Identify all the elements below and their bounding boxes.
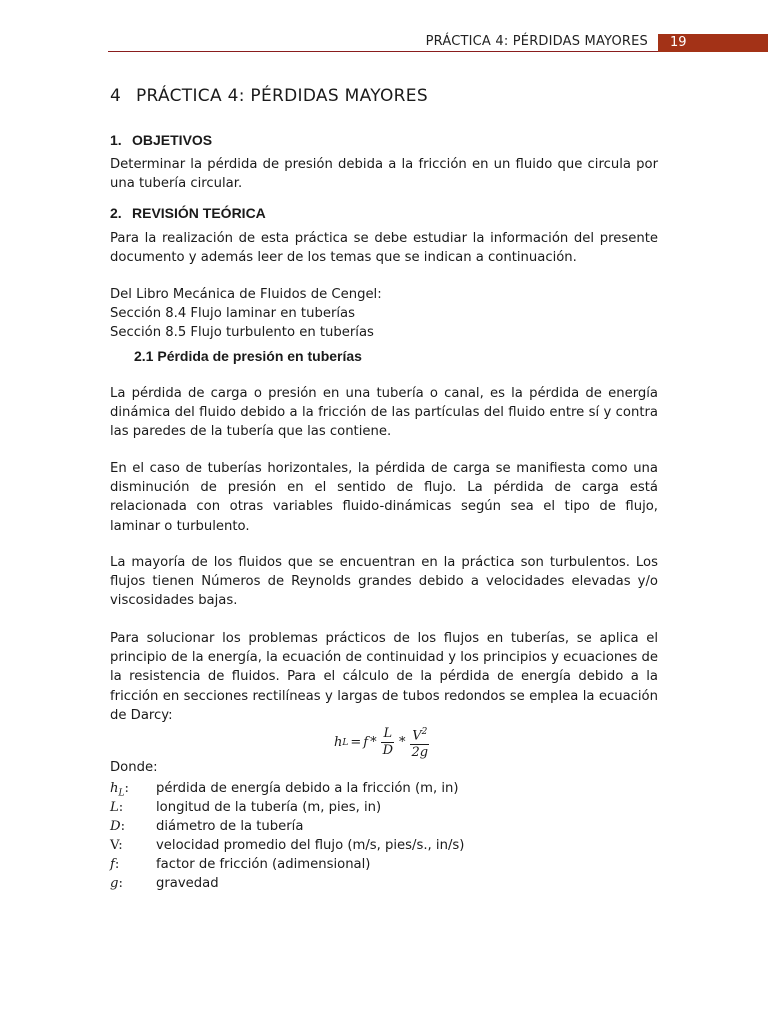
definition-row: g: gravedad xyxy=(110,876,219,891)
definition-row: D: diámetro de la tubería xyxy=(110,819,304,834)
subsection-heading: 2.1 Pérdida de presión en tuberías xyxy=(134,348,362,364)
chapter-title: PRÁCTICA 4: PÉRDIDAS MAYORES xyxy=(136,86,428,106)
definitions-list xyxy=(110,779,464,893)
section-heading-revision: 2. REVISIÓN TEÓRICA xyxy=(110,205,266,221)
chapter-number: 4 xyxy=(110,86,122,106)
reference-line: Sección 8.4 Flujo laminar en tuberías xyxy=(110,306,355,322)
reference-line: Del Libro Mecánica de Fluidos de Cengel: xyxy=(110,287,382,302)
darcy-equation: h L = f * $\frac{L}{D}$ * $\frac{V^2}{2g}$ xyxy=(334,724,432,761)
definition-row: V: velocidad promedio del flujo (m/s, pies/s., in/s) xyxy=(110,838,465,853)
revision-text: Para la realización de esta práctica se debe estudiar la información del presente documento y además leer de los temas que se indican a continuación. xyxy=(110,231,658,266)
reference-line: Sección 8.5 Flujo turbulento en tuberías xyxy=(110,325,374,341)
references-block xyxy=(110,285,658,343)
definition-row: L: longitud de la tubería (m, pies, in) xyxy=(110,800,382,815)
page-number: 19 xyxy=(670,35,687,50)
fraction-l-over-d: $\frac{L}{D}$ xyxy=(382,726,394,759)
page-number-box xyxy=(658,34,768,52)
header-rule xyxy=(108,51,658,52)
fraction-v2-over-2g: $\frac{V^2}{2g}$ xyxy=(410,724,431,761)
objetivos-text: Determinar la pérdida de presión debida a la fricción en un fluido que circula por una tubería circular. xyxy=(110,157,658,192)
paragraph: La mayoría de los fluidos que se encuentran en la práctica son turbulentos. Los flujos tienen Números de Reynolds grandes debido a velocidades elevadas y/o viscosidades bajas. xyxy=(110,555,658,609)
section-heading-objetivos: 1. OBJETIVOS xyxy=(110,132,213,148)
paragraph: En el caso de tuberías horizontales, la pérdida de carga se manifiesta como una disminución de presión en el sentido de flujo. La pérdida de carga está relacionada con otras variables fluido-dinámicas según sea el tipo de flujo, laminar o turbulento. xyxy=(110,461,658,534)
definition-row: $h_L$: pérdida de energía debido a la fricción (m, in) xyxy=(110,781,459,799)
donde-label: Donde: xyxy=(110,760,158,775)
chapter-heading xyxy=(110,86,428,106)
paragraph: La pérdida de carga o presión en una tubería o canal, es la pérdida de energía dinámica del fluido debido a la fricción de las partículas del fluido entre sí y contra las paredes de la tubería que las contiene. xyxy=(110,386,658,440)
paragraph: Para solucionar los problemas prácticos de los flujos en tuberías, se aplica el principio de la energía, la ecuación de continuidad y los principios y ecuaciones de la resistencia de fluidos. Para el cálculo de la pérdida de energía debido a la fricción en secciones rectilíneas y largas de tubos redondos se emplea la ecuación de Darcy: xyxy=(110,631,658,723)
running-header-title: PRÁCTICA 4: PÉRDIDAS MAYORES xyxy=(425,34,648,49)
definition-row: f: factor de fricción (adimensional) xyxy=(110,857,371,872)
